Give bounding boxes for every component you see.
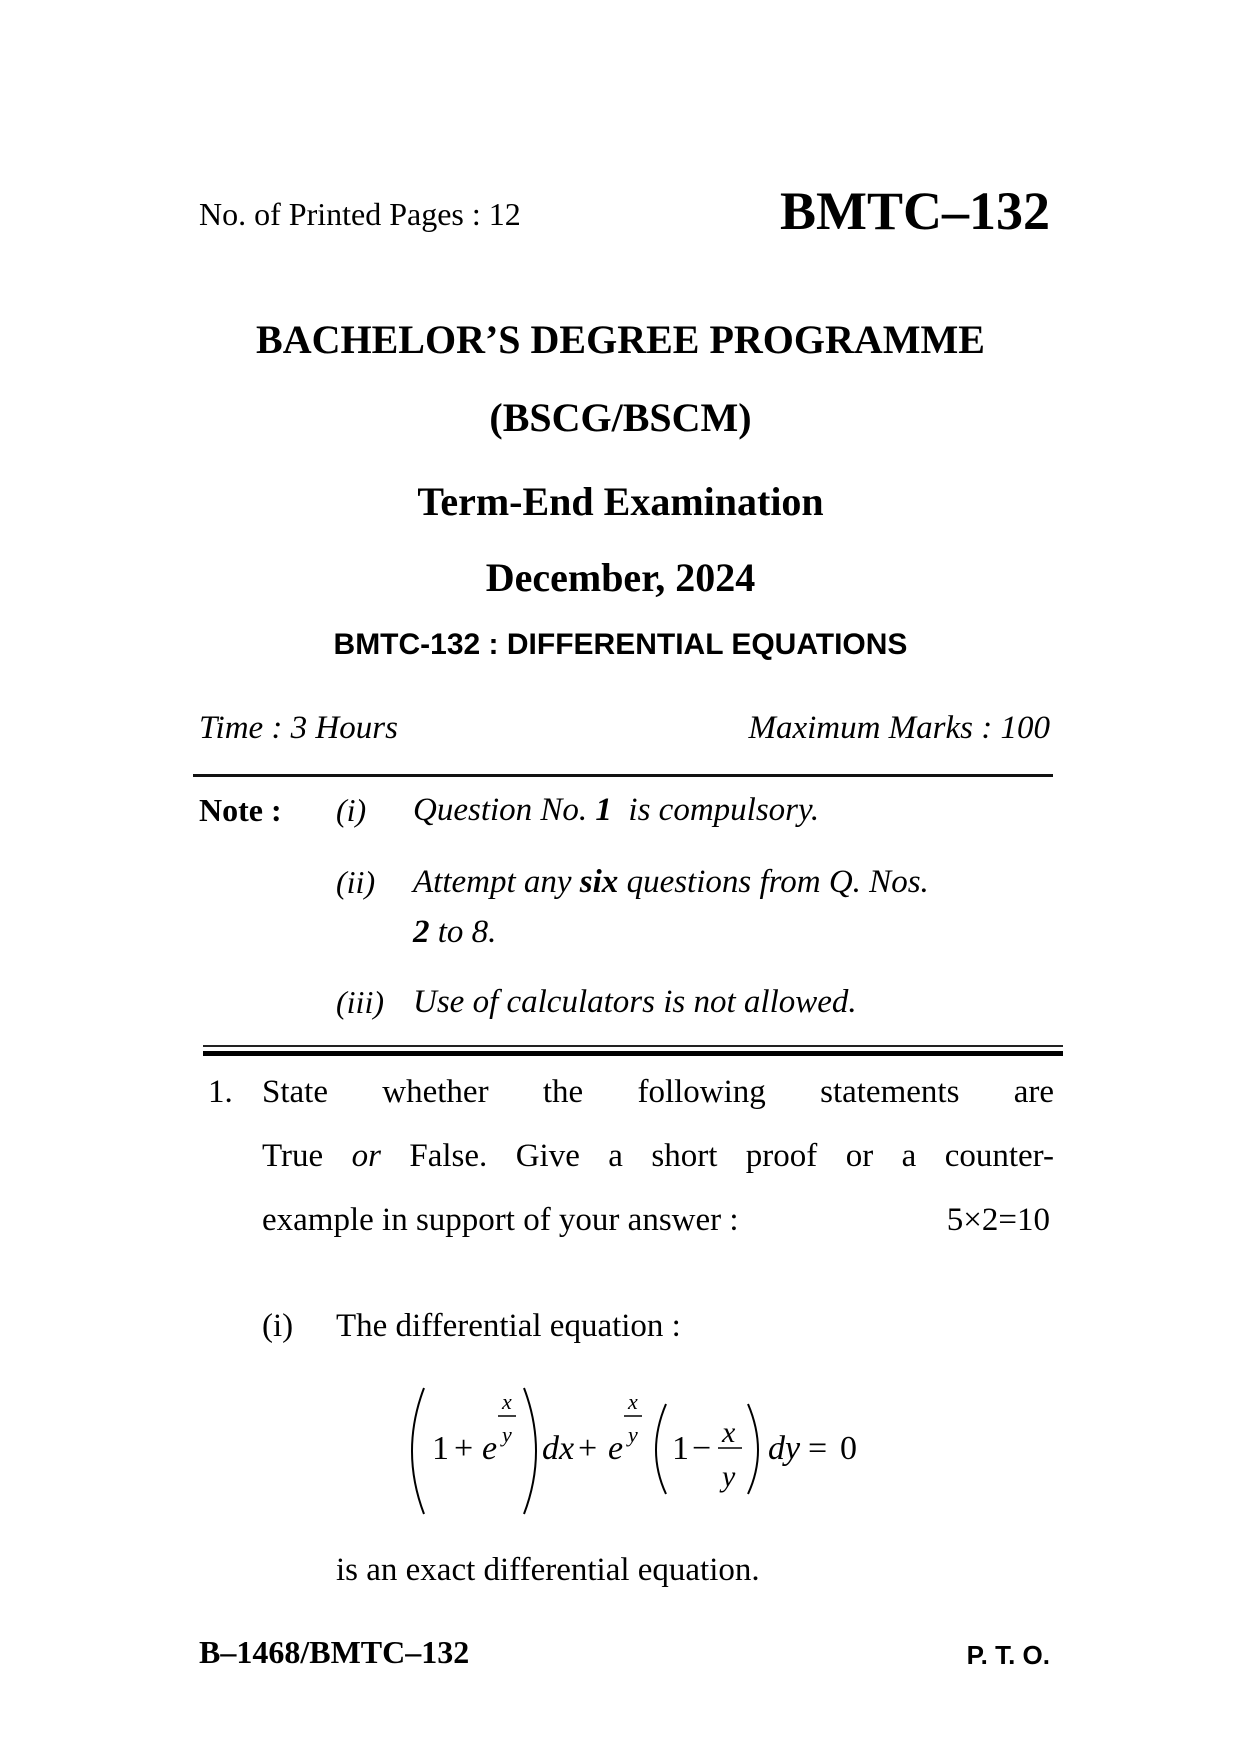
question-text-line: example in support of your answer :: [262, 1202, 739, 1238]
sub-question-number: (i): [262, 1308, 294, 1344]
svg-text:1: 1: [432, 1430, 449, 1467]
note-item-text-continued: [413, 914, 496, 951]
note-item-number: (ii): [336, 864, 376, 900]
note-item-number: (i): [336, 792, 367, 828]
svg-text:−: −: [692, 1430, 712, 1467]
svg-text:x: x: [722, 1416, 736, 1449]
svg-text:y: y: [502, 1422, 512, 1447]
svg-text:x: x: [628, 1389, 638, 1414]
course-title: BMTC-132 : DIFFERENTIAL EQUATIONS: [333, 628, 908, 661]
question-text-part: True: [262, 1138, 352, 1174]
svg-text:y: y: [628, 1422, 638, 1447]
note-text-part: is compulsory.: [611, 792, 820, 828]
programme-title: BACHELOR’S DEGREE PROGRAMME: [256, 317, 985, 362]
question-text-line: [262, 1138, 1054, 1175]
note-text-part: Question No.: [413, 792, 596, 828]
note-text-part: to 8.: [429, 914, 497, 950]
note-item-number: (iii): [336, 984, 384, 1020]
svg-text:0: 0: [840, 1430, 857, 1467]
maximum-marks: Maximum Marks : 100: [748, 710, 1050, 746]
sub-question-conclusion: is an exact differential equation.: [336, 1552, 760, 1588]
double-rule-thin: [203, 1045, 1063, 1047]
note-emphasis: 2: [413, 914, 430, 950]
differential-equation: [396, 1376, 876, 1526]
svg-text:x: x: [502, 1389, 512, 1414]
svg-text:=: =: [808, 1430, 828, 1467]
note-label: Note :: [199, 792, 282, 828]
question-text-line: State whether the following statements are: [262, 1074, 1054, 1110]
question-text-emphasis: or: [351, 1138, 381, 1174]
svg-text:e: e: [608, 1430, 624, 1467]
footer-pto: P. T. O.: [966, 1640, 1050, 1670]
note-text-part: Attempt any: [413, 864, 580, 900]
exam-type: Term-End Examination: [417, 479, 824, 524]
sub-question-intro: The differential equation :: [336, 1308, 681, 1344]
note-item-text: [413, 864, 929, 901]
footer-paper-code: B–1468/BMTC–132: [199, 1634, 470, 1670]
exam-duration: Time : 3 Hours: [199, 710, 398, 746]
question-number: 1.: [208, 1074, 233, 1110]
programme-codes: (BSCG/BSCM): [489, 395, 752, 440]
svg-text:+: +: [578, 1430, 598, 1467]
note-emphasis: 1: [595, 792, 612, 828]
svg-text:y: y: [722, 1460, 736, 1493]
double-rule-thick: [203, 1051, 1063, 1056]
question-marks: 5×2=10: [946, 1202, 1050, 1238]
svg-text:dy: dy: [768, 1430, 801, 1467]
note-text-part: questions from Q. Nos.: [618, 864, 929, 900]
question-text-part: False. Give a short proof or a counter-: [380, 1138, 1054, 1174]
note-item-text: Use of calculators is not allowed.: [413, 984, 857, 1020]
note-item-text: [413, 792, 819, 829]
printed-pages-count: No. of Printed Pages : 12: [199, 196, 521, 232]
svg-text:+: +: [454, 1430, 474, 1467]
exam-date: December, 2024: [485, 555, 756, 600]
course-code-header: BMTC–132: [780, 181, 1050, 241]
divider-rule: [193, 774, 1053, 777]
note-emphasis: six: [579, 864, 619, 900]
svg-text:e: e: [482, 1430, 498, 1467]
svg-text:1: 1: [672, 1430, 689, 1467]
svg-text:dx: dx: [542, 1430, 575, 1467]
